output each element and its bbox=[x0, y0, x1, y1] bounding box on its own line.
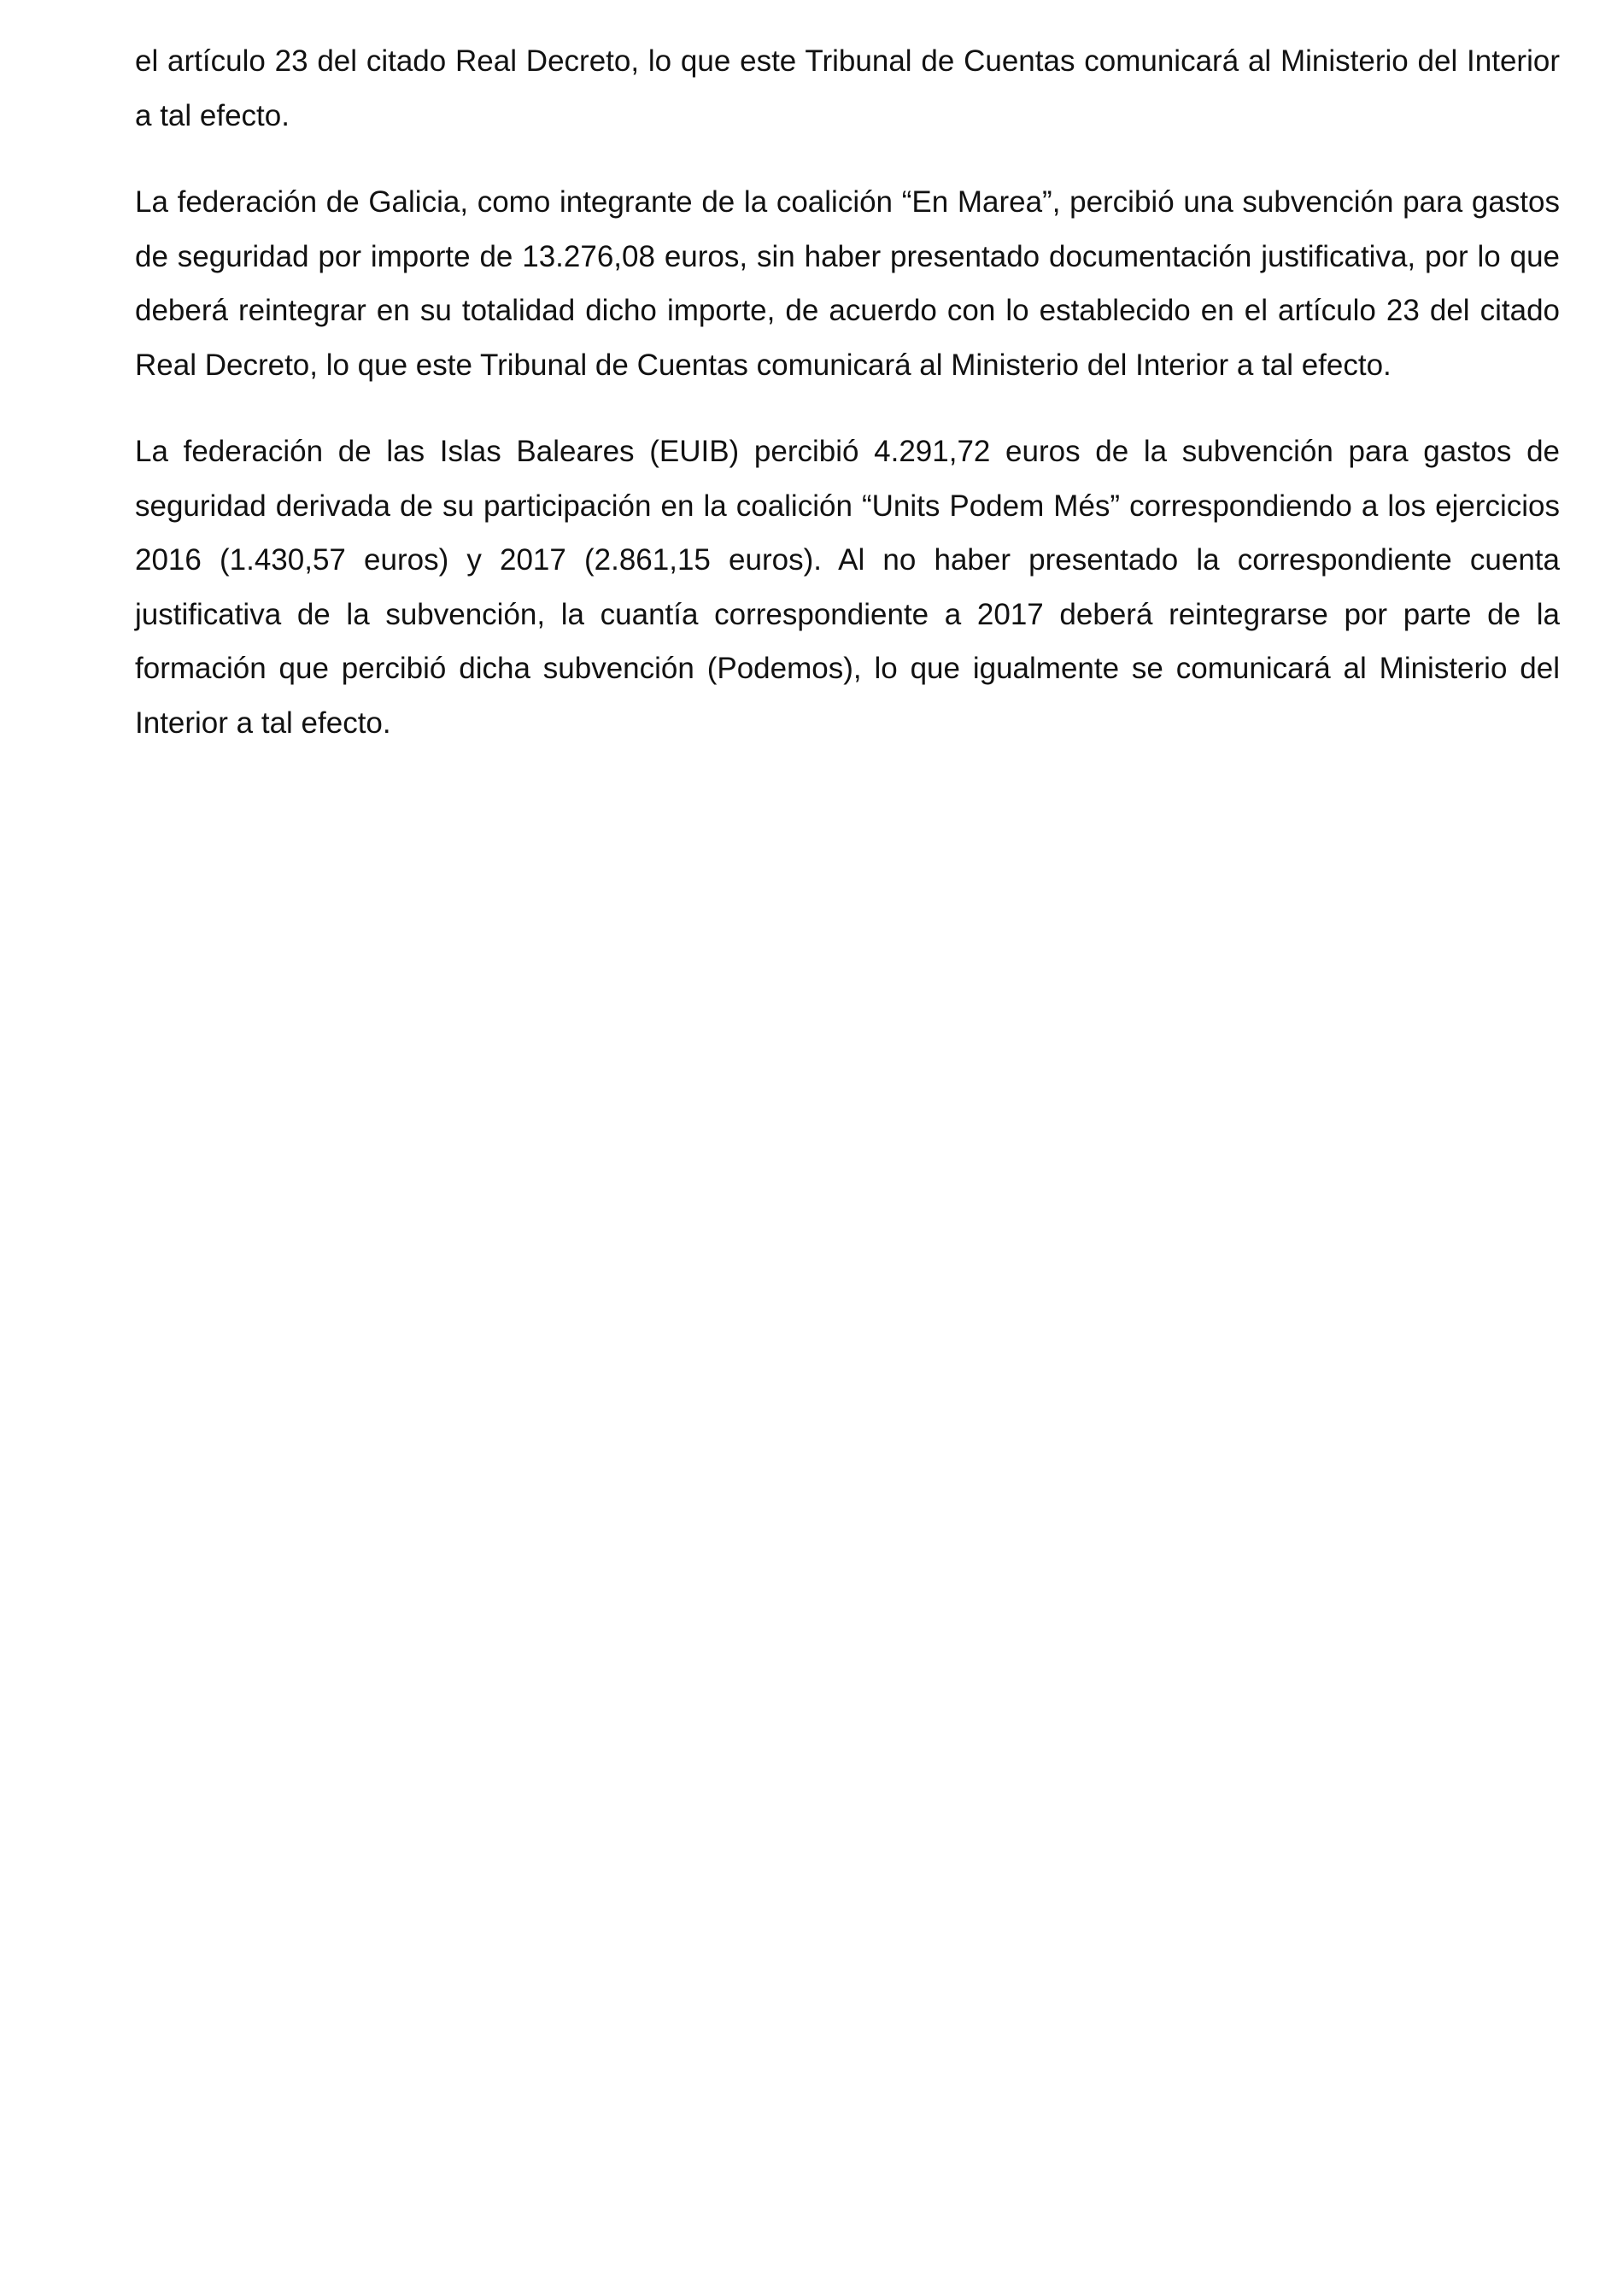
paragraph-galicia: La federación de Galicia, como integrante de la coalición “En Marea”, percibió una subvención para gastos de seguridad por importe de 13.276,08 euros, sin haber presentado documentación justificativa, por lo que deberá reintegrar en su totalidad dicho importe, de acuerdo con lo establecido en el artículo 23 del citado Real Decreto, lo que este Tribunal de Cuentas comunicará al Ministerio del Interior a tal efecto. bbox=[135, 185, 1560, 382]
paragraph-continuation: el artículo 23 del citado Real Decreto, lo que este Tribunal de Cuentas comunicará al Ministerio del Interior a tal efecto. bbox=[135, 44, 1560, 132]
paragraph-baleares: La federación de las Islas Baleares (EUIB) percibió 4.291,72 euros de la subvención para gastos de seguridad derivada de su participación en la coalición “Units Podem Més” correspondiendo a los ejercicios 2016 (1.430,57 euros) y 2017 (2.861,15 euros). Al no haber presentado la correspondiente cuenta justificativa de la subvención, la cuantía correspondiente a 2017 deberá reintegrarse por parte de la formación que percibió dicha subvención (Podemos), lo que igualmente se comunicará al Ministerio del Interior a tal efecto. bbox=[135, 435, 1560, 740]
document-body bbox=[135, 34, 1560, 782]
